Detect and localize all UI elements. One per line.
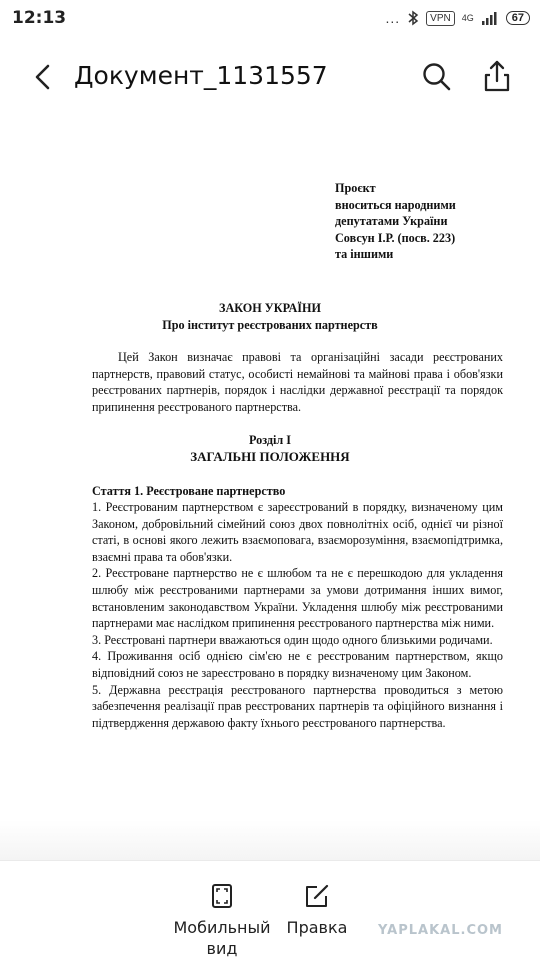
battery-indicator: 67 <box>506 11 530 25</box>
article-paragraph: 2. Реєстроване партнерство не є шлюбом та не є перешкодою для укладення шлюбу між реєстрованими партнерами за умови дотримання інших вимог, встановленим законодавством України. Укладення шлюбу між реєстрованими партнерами має наслідком припинення реєстрованого партнерства між ними. <box>92 566 503 631</box>
search-button[interactable] <box>420 60 454 94</box>
page-fade <box>0 820 540 860</box>
fullscreen-frame-icon <box>209 883 235 909</box>
project-note <box>335 180 525 263</box>
project-note-line: депутатами України <box>335 214 448 229</box>
section-heading <box>0 432 540 465</box>
more-notifications-icon: ... <box>385 10 401 26</box>
status-icons <box>386 9 531 27</box>
document-title: Документ_1131557 <box>74 61 328 90</box>
status-time: 12:13 <box>12 8 67 28</box>
article-paragraph: 4. Проживання осіб однією сім'єю не є реєстрованим партнерством, якщо відповідний союз не зареєстровано в порядку визначеному цим Законом. <box>92 649 503 680</box>
edit-pencil-icon <box>304 883 330 909</box>
app-bar <box>0 44 540 112</box>
section-number: Розділ I <box>248 433 292 447</box>
share-icon <box>480 58 514 94</box>
article-title: Стаття 1. Реєстроване партнерство <box>92 484 286 498</box>
edit-label: Правка <box>286 918 348 937</box>
signal-icon <box>481 11 499 25</box>
back-arrow-icon <box>28 60 60 94</box>
mobile-view-button[interactable] <box>172 883 272 959</box>
law-title: ЗАКОН УКРАЇНИ <box>219 301 321 315</box>
mobile-view-label <box>172 917 272 959</box>
bluetooth-icon <box>407 10 419 26</box>
article-paragraph: 5. Державна реєстрація реєстрованого партнерства проводиться з метою забезпечення реалізації прав реєстрованих партнерів та офіційного визнання і підтвердження державою факту їхнього реєстрованого партнерства. <box>92 682 503 730</box>
article-paragraph: 1. Реєстрованим партнерством є зареєстрований в порядку, визначеному цим Законом, добровільний сімейний союз двох повнолітніх осіб, однієї чи різної статі, в основі якого лежить взаємоповага, взаєморозуміння, взаємопідтримка, взаємні права та обов'язки. <box>92 500 503 564</box>
edit-button[interactable] <box>282 883 352 938</box>
mobile-view-label-line: Мобильный <box>173 918 271 937</box>
law-intro: Цей Закон визначає правові та організаційні засади реєстрованих партнерств, правовий статус, особисті немайнові та майнові права і обов'язки реєстрованих партнерів, порядок і наслідки державної реєстрації та порядок припинення реєстрованого партнерства. <box>92 350 503 414</box>
project-note-line: та іншими <box>335 247 394 262</box>
bottom-toolbar <box>0 860 540 960</box>
law-heading <box>0 300 540 333</box>
watermark: YAPLAKAL.COM <box>378 923 503 938</box>
document-page[interactable] <box>0 112 540 860</box>
article-paragraphs <box>92 499 503 731</box>
search-icon <box>420 60 454 94</box>
back-button[interactable] <box>28 60 60 94</box>
status-bar <box>0 0 540 36</box>
article-paragraph: 3. Реєстровані партнери вважаються один щодо одного близькими родичами. <box>92 632 493 647</box>
section-name: ЗАГАЛЬНІ ПОЛОЖЕННЯ <box>190 448 350 464</box>
law-subtitle: Про інститут реєстрованих партнерств <box>162 317 378 332</box>
project-note-line: Совсун І.Р. (посв. 223) <box>335 230 456 245</box>
vpn-badge: VPN <box>426 11 455 26</box>
network-type: 4G <box>461 12 474 23</box>
mobile-view-label-line: вид <box>206 939 238 958</box>
share-button[interactable] <box>480 58 514 94</box>
project-note-line: вноситься народними <box>335 197 456 212</box>
project-note-line: Проєкт <box>335 181 376 195</box>
